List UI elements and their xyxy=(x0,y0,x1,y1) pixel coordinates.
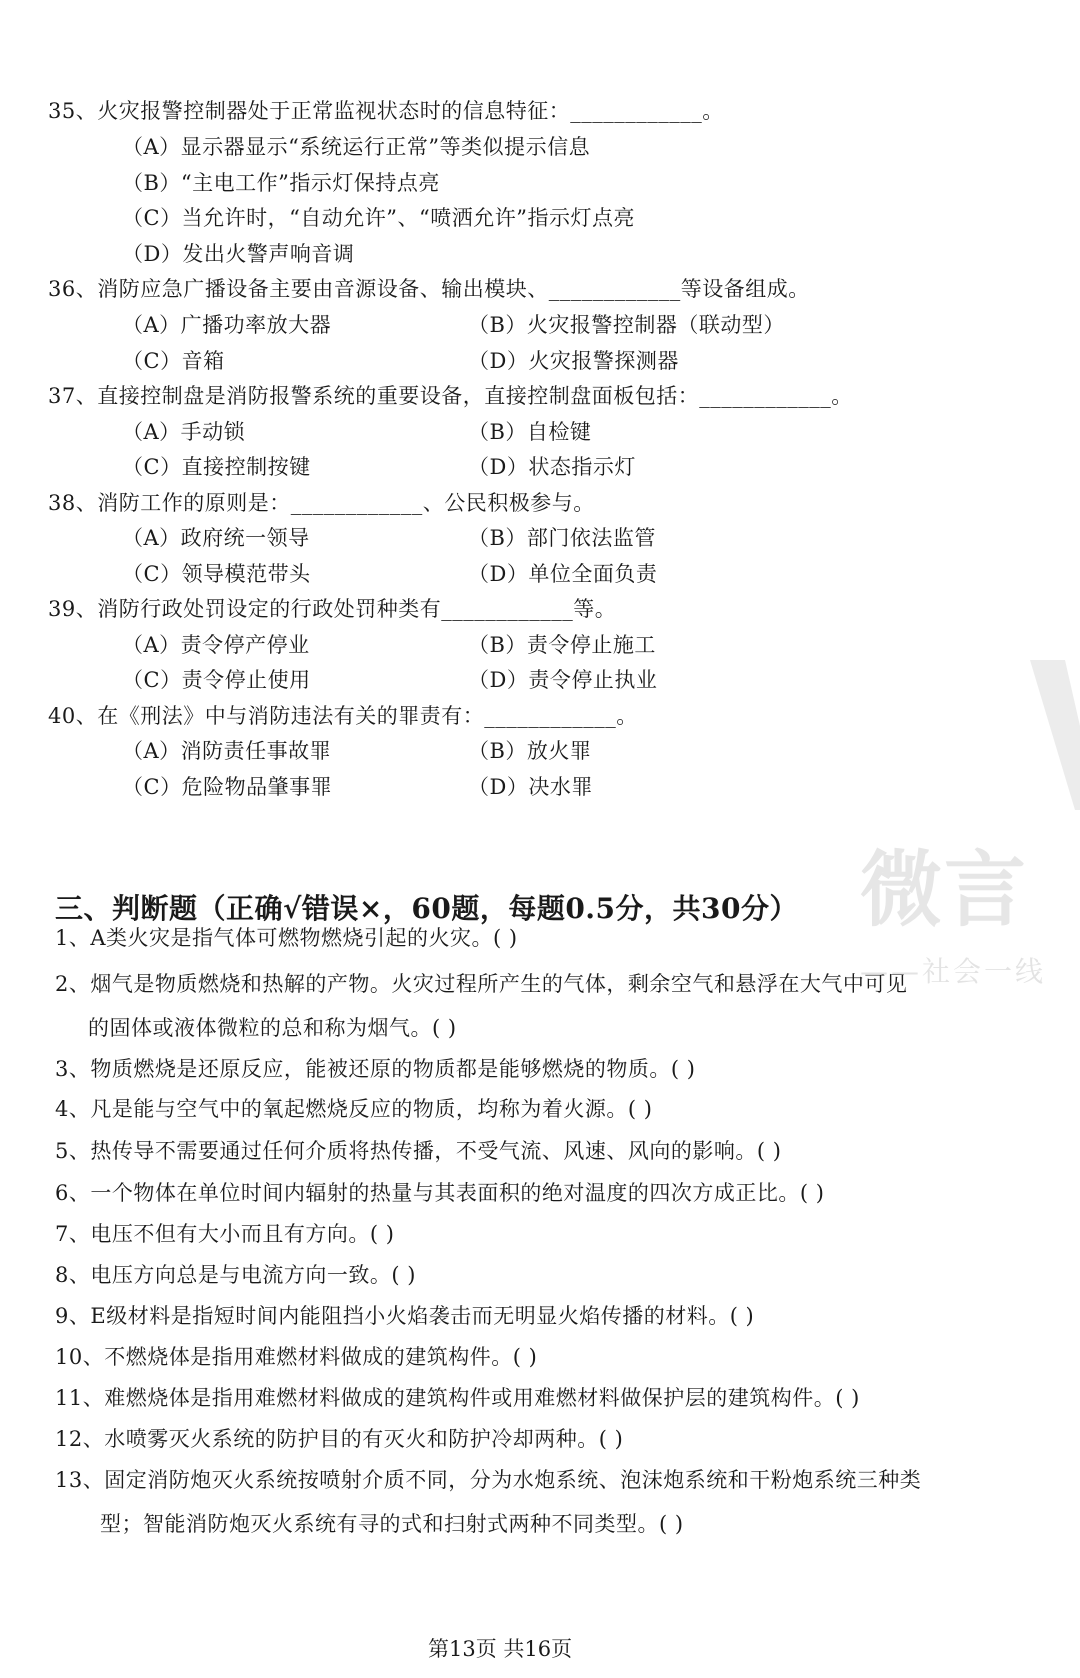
question-option: （C）当允许时，“自动允许”、“喷洒允许”指示灯点亮 xyxy=(122,206,636,230)
watermark-logo-icon xyxy=(1030,660,1080,810)
question-option: （B）责令停止施工 xyxy=(468,633,656,657)
question-option: （B）放火罪 xyxy=(468,739,592,763)
question-option: （B）自检键 xyxy=(468,420,592,444)
question-option: （B）火灾报警控制器（联动型） xyxy=(468,313,785,337)
tf-question-line: 1、A类火灾是指气体可燃物燃烧引起的火灾。( ) xyxy=(55,926,518,950)
tf-question-line: 13、固定消防炮灭火系统按喷射介质不同，分为水炮系统、泡沫炮系统和干粉炮系统三种类 xyxy=(55,1468,922,1492)
question-option: （C）音箱 xyxy=(122,349,225,373)
question-stem: 36、消防应急广播设备主要由音源设备、输出模块、____________等设备组成。 xyxy=(48,277,810,301)
question-option: （B）“主电工作”指示灯保持点亮 xyxy=(122,171,440,195)
question-option: （A）消防责任事故罪 xyxy=(122,739,332,763)
question-option: （C）领导模范带头 xyxy=(122,562,311,586)
question-option: （D）火灾报警探测器 xyxy=(468,349,679,373)
page-footer: 第13页 共16页 xyxy=(428,1637,573,1661)
tf-question-line: 6、一个物体在单位时间内辐射的热量与其表面积的绝对温度的四次方成正比。( ) xyxy=(55,1181,825,1205)
question-option: （A）政府统一领导 xyxy=(122,526,310,550)
question-option: （D）决水罪 xyxy=(468,775,593,799)
watermark-slogan: ——社会一线 xyxy=(860,955,1047,988)
question-option: （A）显示器显示“系统运行正常”等类似提示信息 xyxy=(122,135,591,159)
tf-question-line: 11、难燃烧体是指用难燃材料做成的建筑构件或用难燃材料做保护层的建筑构件。( ) xyxy=(55,1386,860,1410)
tf-question-line: 7、电压不但有大小而且有方向。( ) xyxy=(55,1222,395,1246)
tf-question-line: 4、凡是能与空气中的氧起燃烧反应的物质，均称为着火源。( ) xyxy=(55,1097,653,1121)
question-option: （D）责令停止执业 xyxy=(468,668,658,692)
section-heading: 三、判断题（正确√错误×，60题，每题0.5分，共30分） xyxy=(55,892,799,925)
tf-question-line: 10、不燃烧体是指用难燃材料做成的建筑构件。( ) xyxy=(55,1345,538,1369)
question-option: （D）单位全面负责 xyxy=(468,562,658,586)
question-option: （B）部门依法监管 xyxy=(468,526,656,550)
question-stem: 35、火灾报警控制器处于正常监视状态时的信息特征：____________。 xyxy=(48,99,724,123)
tf-question-line: 9、E级材料是指短时间内能阻挡小火焰袭击而无明显火焰传播的材料。( ) xyxy=(55,1304,755,1328)
watermark xyxy=(860,660,1080,1020)
tf-question-line: 5、热传导不需要通过任何介质将热传播，不受气流、风速、风向的影响。( ) xyxy=(55,1139,782,1163)
question-stem: 38、消防工作的原则是：____________、公民积极参与。 xyxy=(48,491,595,515)
tf-question-line: 的固体或液体微粒的总和称为烟气。( ) xyxy=(88,1016,457,1040)
question-option: （D）发出火警声响音调 xyxy=(122,242,355,266)
tf-question-line: 2、烟气是物质燃烧和热解的产物。火灾过程所产生的气体，剩余空气和悬浮在大气中可见 xyxy=(55,972,908,996)
question-stem: 40、在《刑法》中与消防违法有关的罪责有：____________。 xyxy=(48,704,638,728)
question-stem: 39、消防行政处罚设定的行政处罚种类有____________等。 xyxy=(48,597,617,621)
tf-question-line: 8、电压方向总是与电流方向一致。( ) xyxy=(55,1263,416,1287)
question-stem: 37、直接控制盘是消防报警系统的重要设备，直接控制盘面板包括：____________。 xyxy=(48,384,853,408)
tf-question-line: 3、物质燃烧是还原反应，能被还原的物质都是能够燃烧的物质。( ) xyxy=(55,1057,696,1081)
question-option: （C）直接控制按键 xyxy=(122,455,311,479)
question-option: （A）广播功率放大器 xyxy=(122,313,332,337)
question-option: （C）责令停止使用 xyxy=(122,668,311,692)
question-option: （D）状态指示灯 xyxy=(468,455,636,479)
tf-question-line: 型；智能消防炮灭火系统有寻的式和扫射式两种不同类型。( ) xyxy=(100,1512,684,1536)
question-option: （C）危险物品肇事罪 xyxy=(122,775,333,799)
watermark-brand: 微言 xyxy=(860,843,1029,938)
question-option: （A）责令停产停业 xyxy=(122,633,310,657)
question-option: （A）手动锁 xyxy=(122,420,246,444)
tf-question-line: 12、水喷雾灭火系统的防护目的有灭火和防护冷却两种。( ) xyxy=(55,1427,624,1451)
